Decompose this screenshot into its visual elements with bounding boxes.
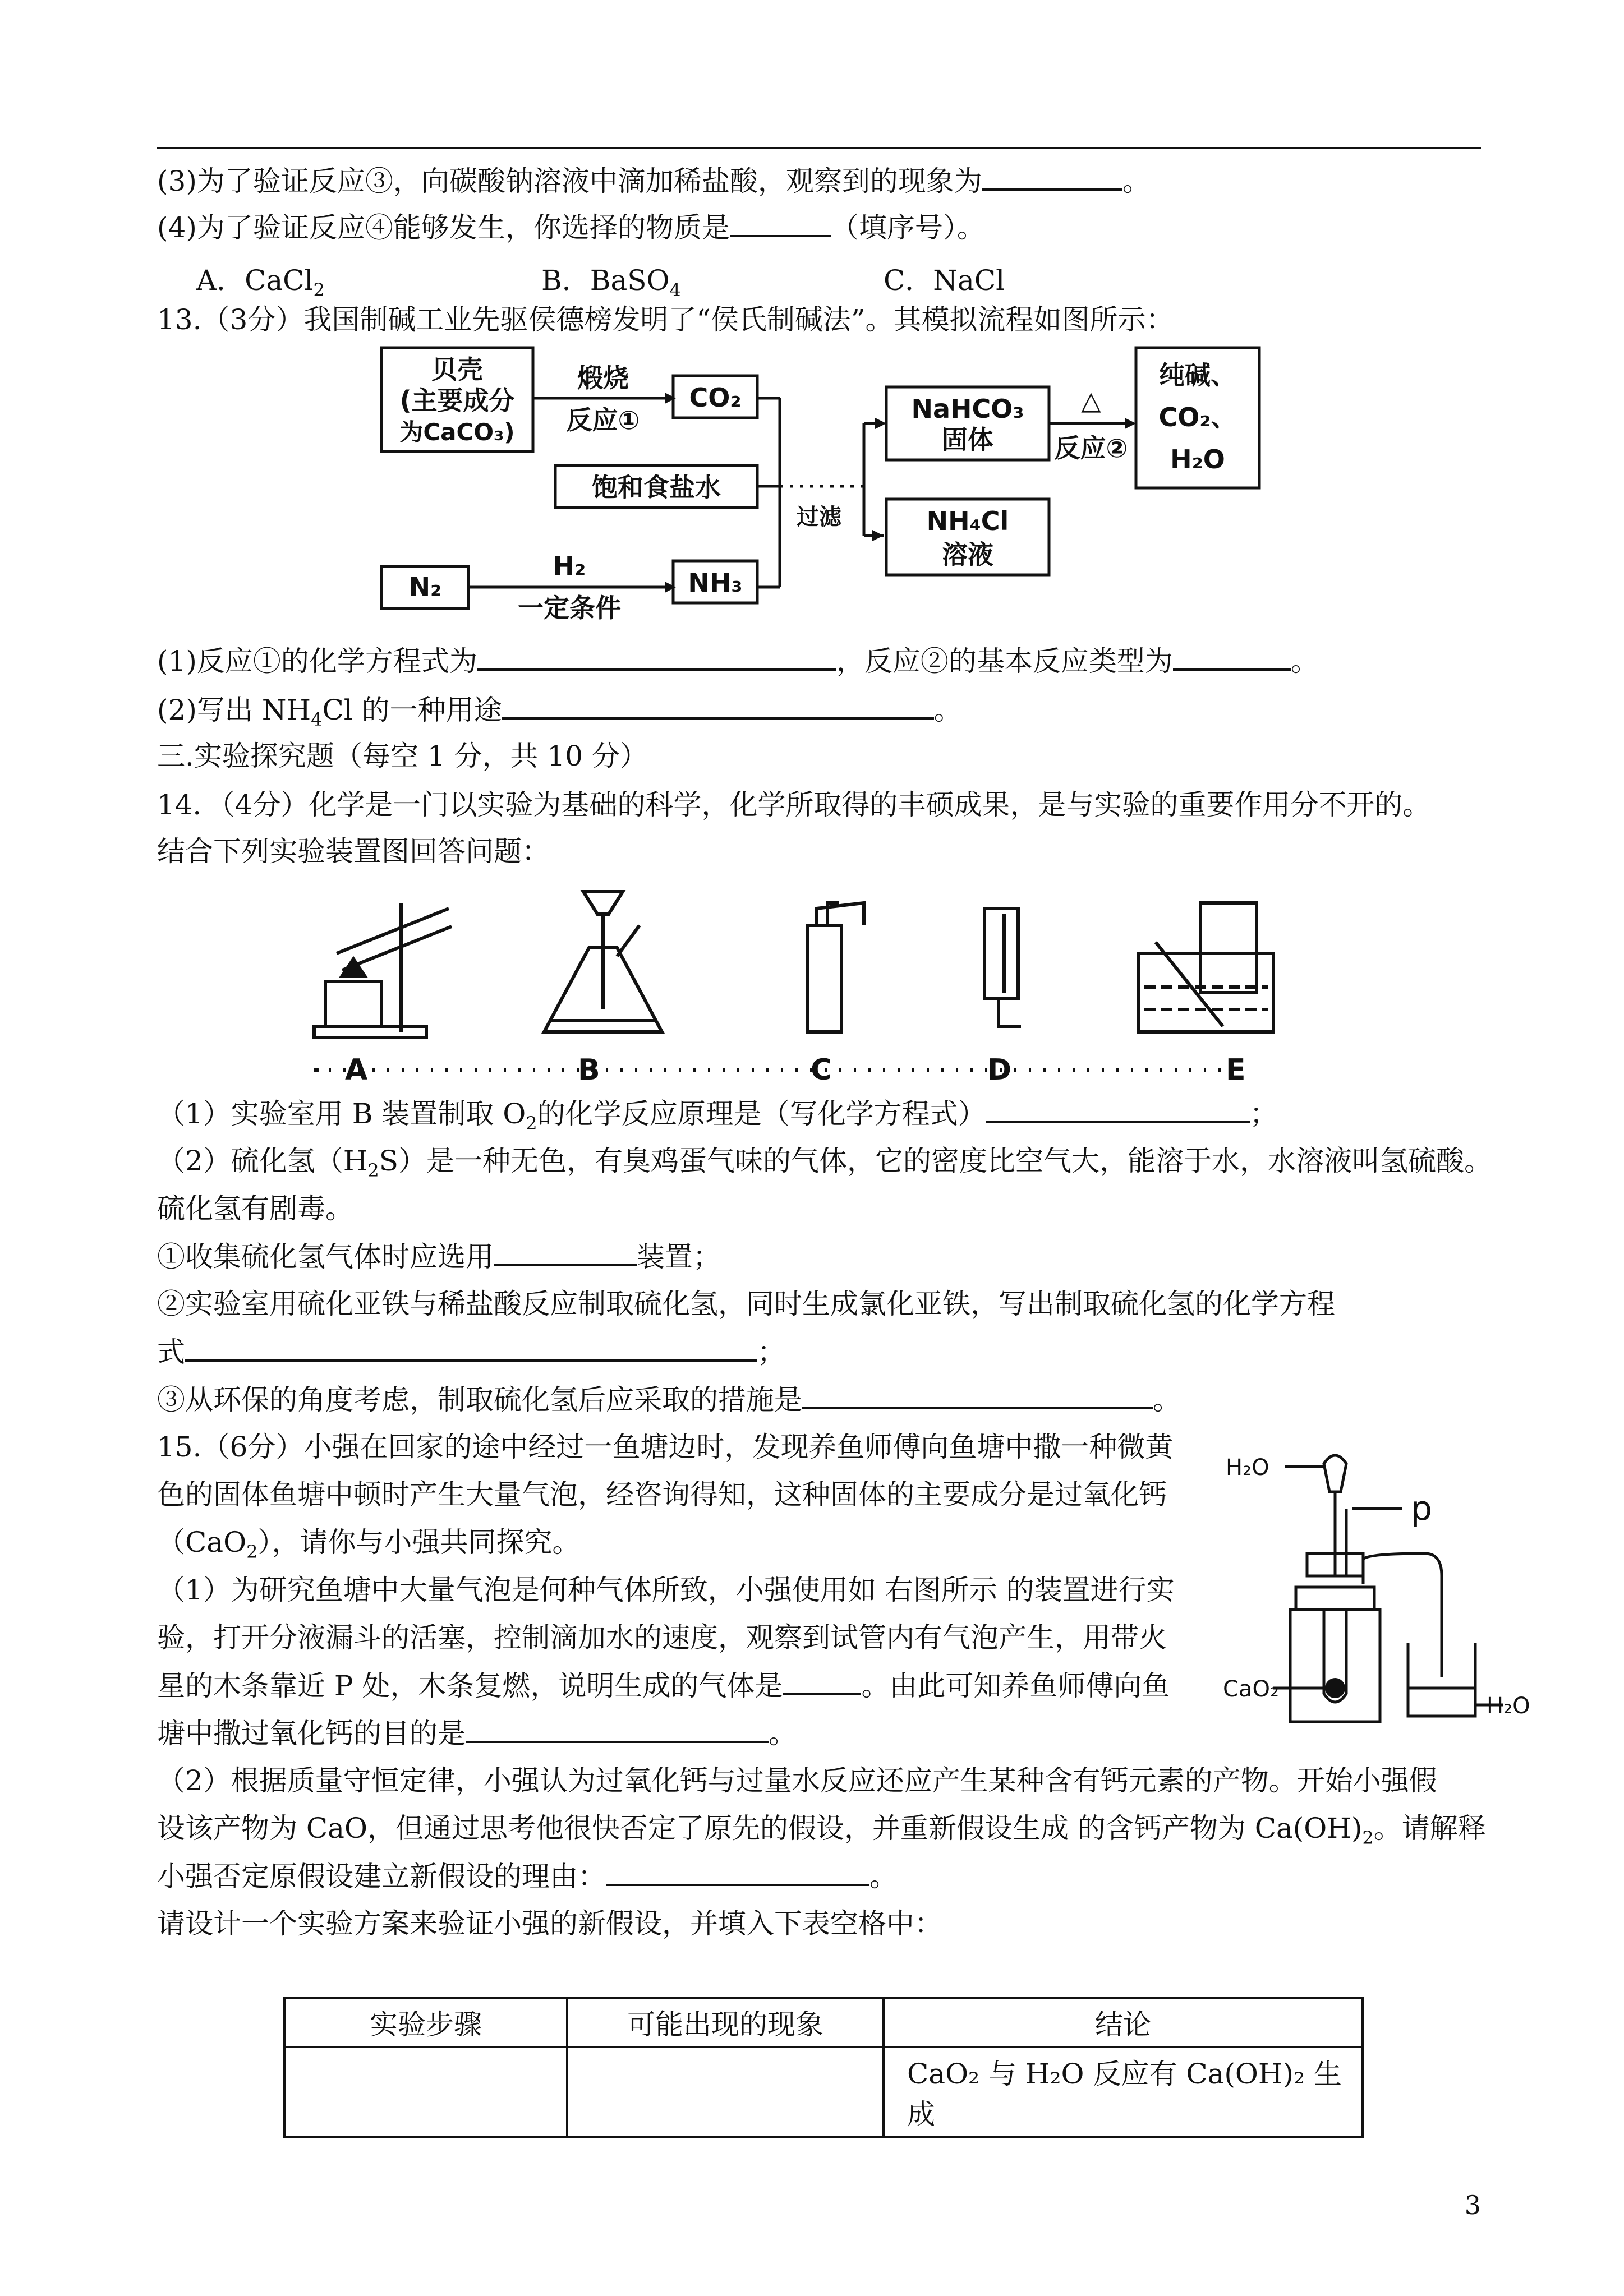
shell-l3: 为CaCO₃) (399, 418, 515, 446)
q13-p1-text: (1)反应①的化学方程式为 (157, 645, 477, 677)
q15-line10 (157, 1859, 898, 1893)
q15-line8: （2）根据质量守恒定律，小强认为过氧化钙与过量水反应还应产生某种含有钙元素的产物。开始小强假 (157, 1764, 1437, 1797)
heat-symbol: △ (1081, 385, 1101, 416)
q15-l6-text: 星的木条靠近 P 处，木条复燃，说明生成的气体是 (157, 1670, 783, 1702)
experiment-table (283, 1997, 1364, 2138)
nh4cl-l1: NH₄Cl (926, 506, 1009, 536)
q12-part3 (157, 164, 1151, 198)
nh3-label: NH₃ (688, 568, 743, 598)
q13-p2-sub: 4 (311, 709, 323, 730)
q14-stem-2: 结合下列实验装置图回答问题： (157, 835, 550, 868)
answer-blank[interactable] (986, 1096, 1250, 1123)
q13-stem: 13.（3分）我国制碱工业先驱侯德榜发明了“侯氏制碱法”。其模拟流程如图所示： (157, 303, 1174, 336)
label-b: B (578, 1053, 600, 1087)
answer-blank[interactable] (185, 1335, 757, 1362)
apparatus-cao2-label: CaO₂ (1223, 1676, 1279, 1702)
q12-part4-text: (4)为了验证反应④能够发生，你选择的物质是 (157, 211, 730, 244)
q14-sub2: ②实验室用硫化亚铁与稀盐酸反应制取硫化氢，同时生成氯化亚铁，写出制取硫化氢的化学方程 (157, 1288, 1335, 1320)
q15-line4: （1）为研究鱼塘中大量气泡是何种气体所致，小强使用如 右图所示 的装置进行实 (157, 1574, 1175, 1606)
lab-apparatus-figure (303, 864, 1279, 1090)
q14-stem-1: 14．（4分）化学是一门以实验为基础的科学，化学所取得的丰硕成果，是与实验的重要作用分不开的。 (157, 789, 1431, 821)
shell-l2: (主要成分 (399, 385, 515, 416)
answer-blank[interactable] (982, 164, 1122, 191)
answer-blank[interactable] (606, 1859, 869, 1886)
q13-p2-text: (2)写出 NH (157, 694, 311, 726)
q13-p1-end: 。 (1290, 645, 1319, 677)
q14-part2-cont: 硫化氢有剧毒。 (157, 1192, 353, 1225)
q15-line6 (157, 1668, 1170, 1703)
q14-part1 (157, 1096, 1278, 1140)
q13-p2-text2: Cl 的一种用途 (322, 694, 502, 726)
filter-label: 过滤 (797, 504, 841, 530)
apparatus-h2o-top: H₂O (1226, 1455, 1269, 1481)
q13-part2 (157, 693, 962, 736)
q15-l3-sub: 2 (246, 1541, 258, 1562)
q15-l3-text2: ），请你与小强共同探究。 (257, 1526, 581, 1559)
product-l2: CO₂、 (1158, 402, 1237, 432)
q14-s2-text: 式 (157, 1336, 185, 1368)
table-cell-conclusion: CaO₂ 与 H₂O 反应有 Ca(OH)₂ 生成 (884, 2047, 1363, 2137)
q15-l9-text2: 。请解释 (1373, 1812, 1486, 1845)
label-a: A (345, 1053, 368, 1087)
q15-l9-text: 设该产物为 CaO，但通过思考他很快否定了原先的假设，并重新假设生成 的含钙产物为 Ca(OH) (157, 1812, 1363, 1845)
q12-part4-end: （填序号）。 (830, 211, 985, 244)
answer-blank[interactable] (783, 1668, 861, 1695)
label-d: D (987, 1053, 1012, 1087)
co2-label: CO₂ (689, 382, 742, 413)
option-a (196, 258, 325, 301)
q14-part2 (157, 1144, 1492, 1187)
answer-blank[interactable] (494, 1239, 637, 1266)
q14-s1-text: ①收集硫化氢气体时应选用 (157, 1241, 494, 1273)
header-rule (157, 147, 1481, 149)
label-c: C (811, 1053, 832, 1087)
answer-blank[interactable] (730, 210, 831, 237)
q15-line9 (157, 1811, 1486, 1855)
q14-sub2-cont (157, 1335, 785, 1369)
q15-line11: 请设计一个实验方案来验证小强的新假设，并填入下表空格中： (157, 1907, 942, 1940)
answer-blank[interactable] (802, 1382, 1153, 1409)
option-b-sub: 4 (669, 279, 681, 301)
option-a-sub: 2 (313, 279, 325, 301)
answer-blank[interactable] (502, 693, 934, 720)
q12-part3-end: 。 (1122, 165, 1151, 197)
table-header-conclusion: 结论 (884, 1998, 1363, 2047)
apparatus-h2o-right: H₂O (1487, 1693, 1530, 1719)
table-header-steps: 实验步骤 (284, 1998, 567, 2047)
reaction1-label: 反应① (566, 405, 640, 435)
nahco3-l2: 固体 (942, 425, 993, 455)
table-cell-steps[interactable] (284, 2047, 567, 2137)
nh4cl-l2: 溶液 (942, 540, 993, 570)
q13-p2-end: 。 (933, 694, 962, 726)
q14-p1-end: ； (1249, 1098, 1278, 1130)
n2-label: N₂ (408, 571, 442, 602)
q15-line1: 15.（6分）小强在回家的途中经过一鱼塘边时，发现养鱼师傅向鱼塘中撒一种微黄 (157, 1431, 1174, 1463)
product-l1: 纯碱、 (1159, 360, 1236, 390)
q15-l6-text2: 。由此可知养鱼师傅向鱼 (861, 1670, 1170, 1702)
q13-p1-mid: ，反应②的基本反应类型为 (836, 645, 1173, 677)
calcine-label: 煅烧 (577, 363, 629, 393)
q15-line7 (157, 1716, 797, 1750)
h2-label: H₂ (553, 551, 586, 581)
q14-p2-text: （2）硫化氢（H (157, 1145, 368, 1177)
q15-line2: 色的固体鱼塘中顿时产生大量气泡，经咨询得知，这种固体的主要成分是过氧化钙 (157, 1478, 1167, 1511)
q14-s3-end: 。 (1153, 1384, 1181, 1416)
q14-s3-text: ③从环保的角度考虑，制取硫化氢后应采取的措施是 (157, 1384, 802, 1416)
q15-l9-sub: 2 (1362, 1827, 1374, 1848)
q15-l7-text: 塘中撒过氧化钙的目的是 (157, 1717, 466, 1750)
q15-l3-text: （CaO (157, 1526, 247, 1559)
q15-line5: 验，打开分液漏斗的活塞，控制滴加水的速度，观察到试管内有气泡产生，用带火 (157, 1621, 1167, 1654)
q15-l10-end: 。 (869, 1860, 898, 1893)
brine-label: 饱和食盐水 (592, 472, 721, 502)
q15-l7-end: 。 (769, 1717, 797, 1750)
table-cell-phenomenon[interactable] (567, 2047, 884, 2137)
q15-l10-text: 小强否定原假设建立新假设的理由： (157, 1860, 606, 1893)
answer-blank[interactable] (477, 644, 836, 671)
q15-line3 (157, 1525, 580, 1569)
q14-sub3 (157, 1382, 1181, 1417)
answer-blank[interactable] (466, 1716, 769, 1743)
q13-part1 (157, 644, 1319, 678)
q14-s2-end: ； (757, 1336, 785, 1368)
option-c (884, 258, 1005, 298)
page-number: 3 (1464, 2190, 1481, 2220)
q12-part4 (157, 210, 985, 245)
label-e: E (1226, 1053, 1246, 1087)
apparatus-p-label: p (1411, 1489, 1433, 1528)
q12-part3-text: (3)为了验证反应③，向碳酸钠溶液中滴加稀盐酸，观察到的现象为 (157, 165, 982, 197)
option-b-text: B．BaSO (541, 264, 670, 297)
oxygen-apparatus-figure (1223, 1441, 1537, 1741)
q14-p2-text2: S）是一种无色，有臭鸡蛋气味的气体，它的密度比空气大，能溶于水，水溶液叫氢硫酸。 (379, 1145, 1493, 1177)
reaction2-label: 反应② (1054, 433, 1128, 463)
q14-p2-sub: 2 (367, 1160, 379, 1181)
option-b (541, 258, 681, 301)
q14-p1-sub: 2 (526, 1113, 537, 1134)
q14-sub1 (157, 1239, 721, 1274)
product-l3: H₂O (1170, 444, 1225, 474)
section-3-heading: 三.实验探究题（每空 1 分，共 10 分） (157, 740, 648, 772)
q14-p1-text: （1）实验室用 B 装置制取 O (157, 1098, 526, 1130)
option-a-text: A．CaCl (196, 264, 314, 297)
answer-blank[interactable] (1173, 644, 1291, 671)
shell-l1: 贝壳 (431, 354, 483, 385)
option-c-text: C．NaCl (884, 264, 1005, 297)
hou-process-flowchart (376, 336, 1273, 630)
q14-p1-text2: 的化学反应原理是（写化学方程式） (537, 1098, 986, 1130)
table-header-phenomenon: 可能出现的现象 (567, 1998, 884, 2047)
q14-s1-end: 装置； (637, 1241, 721, 1273)
nahco3-l1: NaHCO₃ (911, 394, 1024, 424)
condition-label: 一定条件 (518, 593, 621, 623)
